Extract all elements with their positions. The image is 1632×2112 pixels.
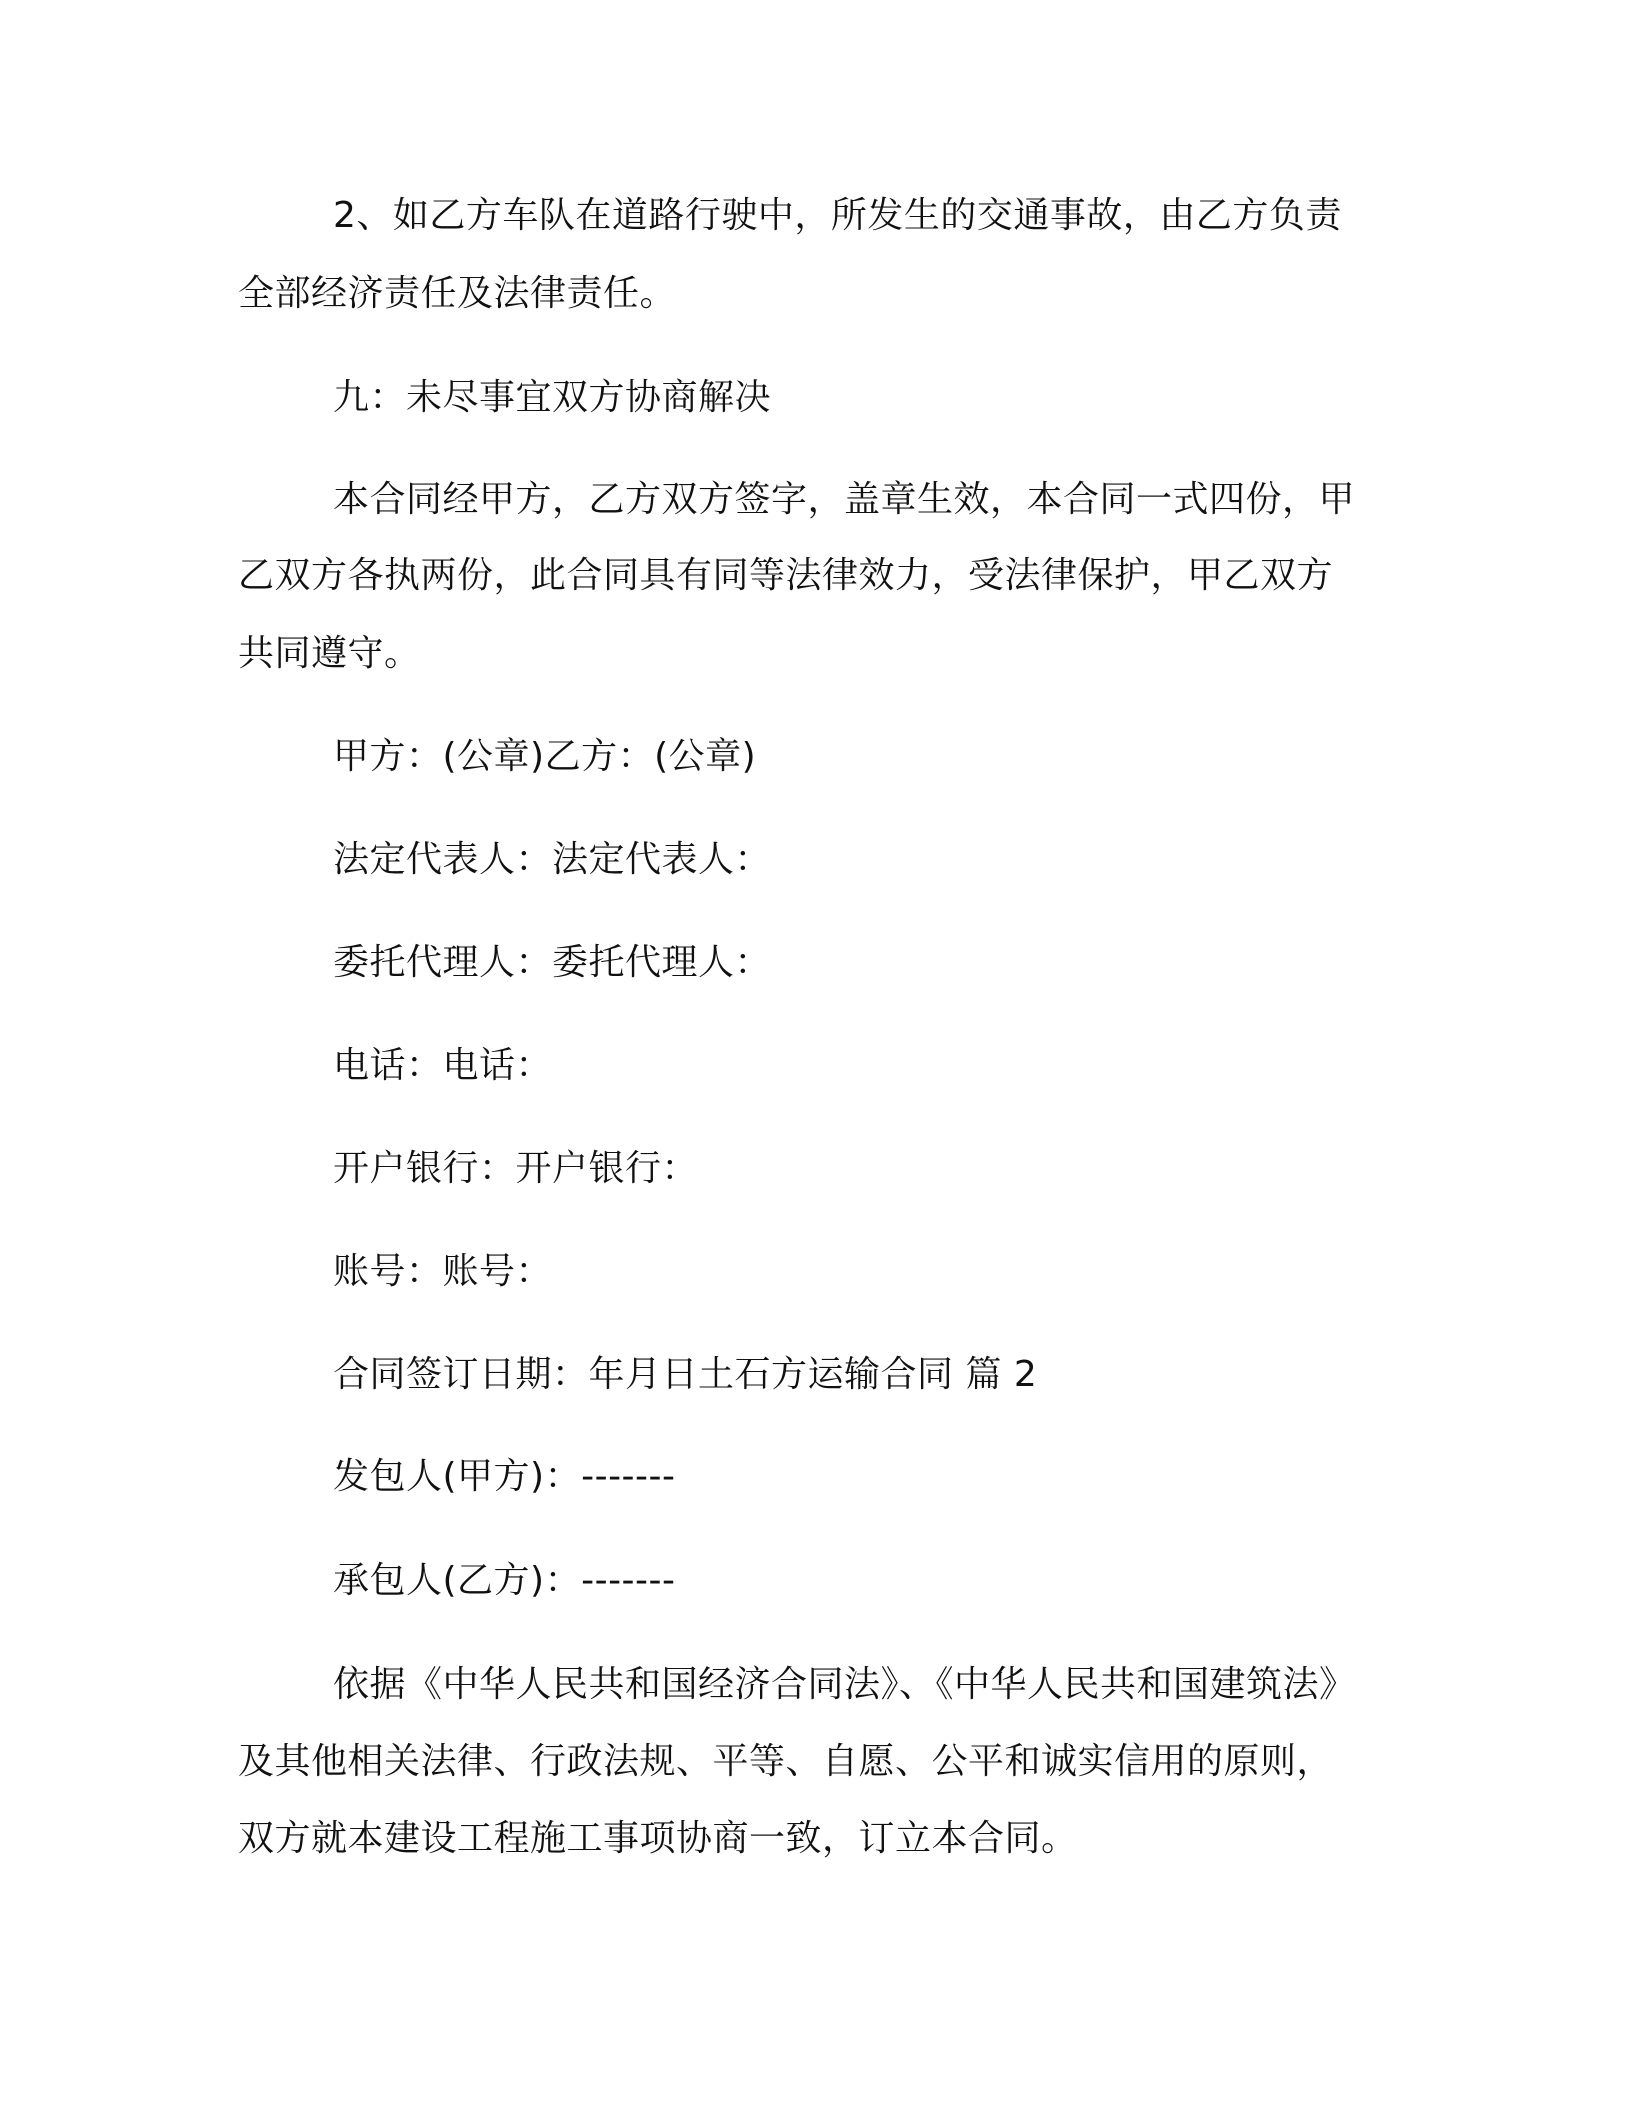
paragraph-line: 共同遵守。 <box>238 633 421 674</box>
agent-line: 委托代理人：委托代理人： <box>333 942 772 983</box>
section-heading: 九：未尽事宜双方协商解决 <box>333 377 772 418</box>
legal-representative-line: 法定代表人：法定代表人： <box>333 839 772 880</box>
paragraph-line: 2、如乙方车队在道路行驶中，所发生的交通事故，由乙方负责 <box>333 195 1342 236</box>
paragraph-line: 全部经济责任及法律责任。 <box>238 273 677 314</box>
paragraph-line: 本合同经甲方，乙方双方签字，盖章生效，本合同一式四份，甲 <box>333 479 1356 520</box>
paragraph-line: 乙双方各执两份，此合同具有同等法律效力，受法律保护，甲乙双方 <box>238 555 1334 596</box>
paragraph-line: 依据《中华人民共和国经济合同法》、《中华人民共和国建筑法》 <box>333 1664 1356 1705</box>
employer-line: 发包人(甲方)：------- <box>333 1456 676 1497</box>
contractor-line: 承包人(乙方)：------- <box>333 1560 676 1601</box>
account-line: 账号：账号： <box>333 1251 553 1292</box>
paragraph-line: 双方就本建设工程施工事项协商一致，订立本合同。 <box>238 1818 1078 1859</box>
bank-line: 开户银行：开户银行： <box>333 1148 699 1189</box>
signature-party-line: 甲方：(公章)乙方：(公章) <box>333 736 757 777</box>
signing-date-line: 合同签订日期：年月日土石方运输合同 篇 2 <box>333 1354 1038 1395</box>
paragraph-line: 及其他相关法律、行政法规、平等、自愿、公平和诚实信用的原则， <box>238 1741 1334 1782</box>
phone-line: 电话：电话： <box>333 1045 553 1086</box>
